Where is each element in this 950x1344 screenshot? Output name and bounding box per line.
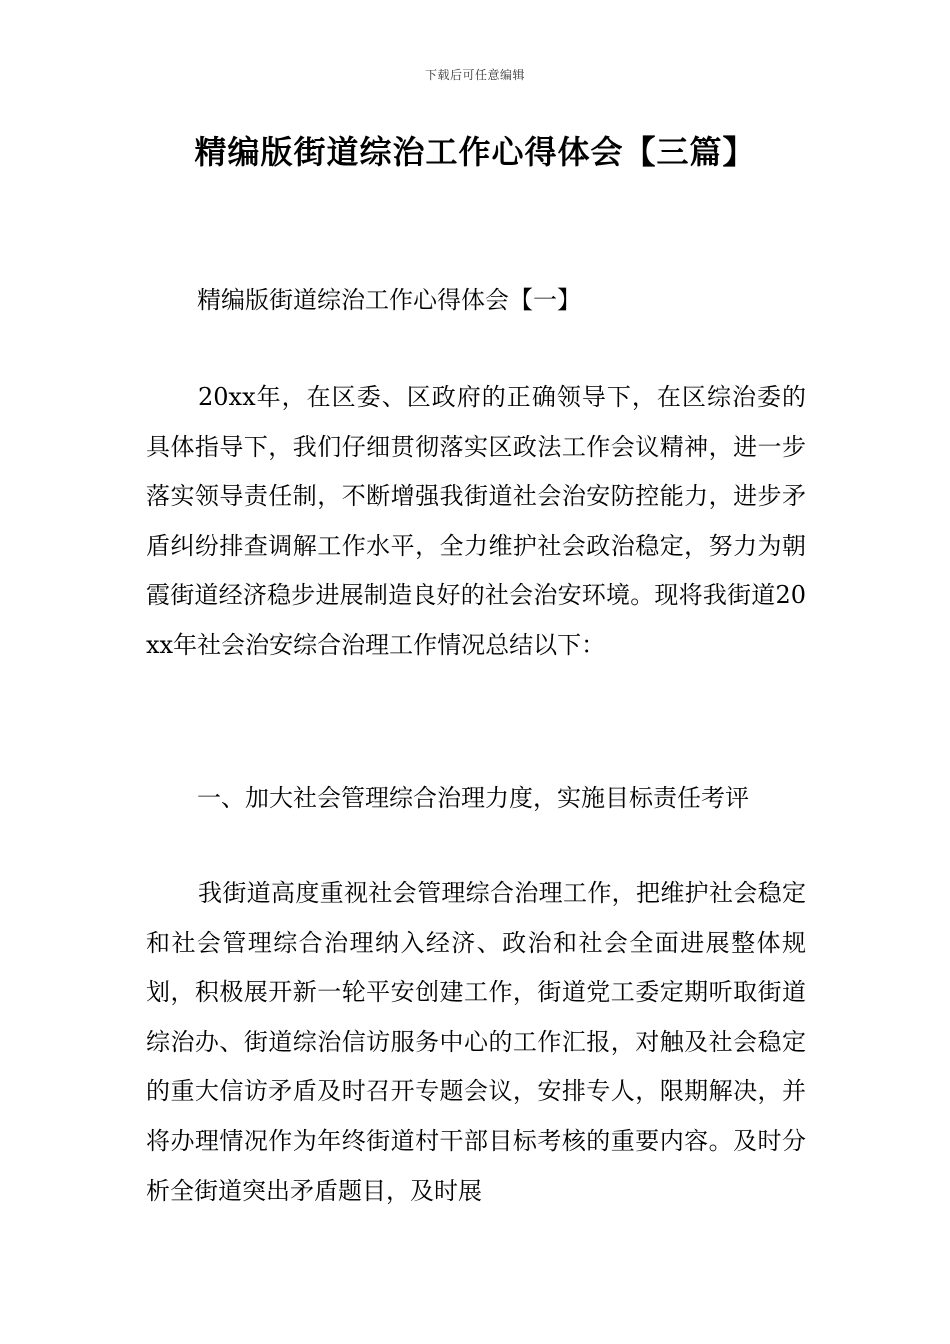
document-title: 精编版街道综治工作心得体会【三篇】	[194, 133, 756, 171]
header-note: 下载后可任意编辑	[424, 68, 525, 82]
section-subtitle: 精编版街道综治工作心得体会【一】	[197, 286, 581, 314]
paragraph-intro: 20xx年，在区委、区政府的正确领导下，在区综治委的具体指导下，我们仔细贯彻落实区政法工作会议精神，进一步落实领导责任制，不断增强我街道社会治安防控能力，进步矛盾纠纷排查调解工作水平，全力维护社会政治稳定，努力为朝霞街道经济稳步进展制造良好的社会治安环境。现将我街道20xx年社会治安综合治理工作情况总结以下：	[146, 383, 806, 659]
section-heading-1: 一、加大社会管理综合治理力度，实施目标责任考评	[197, 784, 749, 812]
paragraph-body: 我街道高度重视社会管理综合治理工作，把维护社会稳定和社会管理综合治理纳入经济、政治和社会全面进展整体规划，积极展开新一轮平安创建工作，街道党工委定期听取街道综治办、街道综治信访服务中心的工作汇报，对触及社会稳定的重大信访矛盾及时召开专题会议，安排专人，限期解决，并将办理情况作为年终街道村干部目标考核的重要内容。及时分析全街道突出矛盾题目，及时展	[146, 879, 806, 1205]
